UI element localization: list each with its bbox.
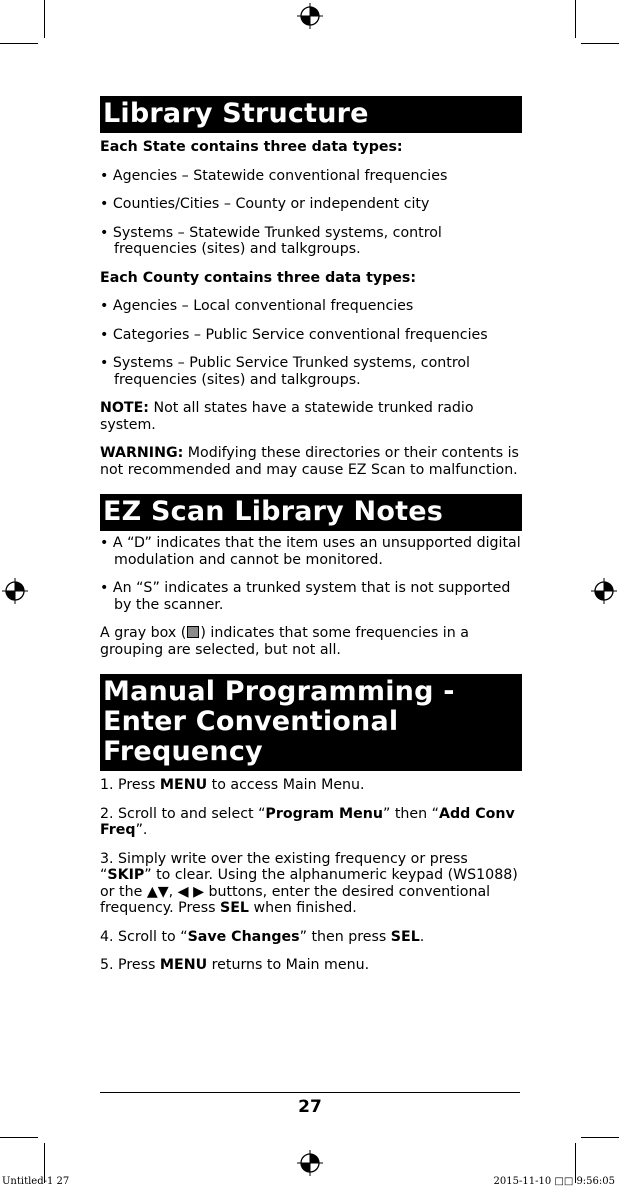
- key-menu: MENU: [159, 777, 208, 793]
- graybox-text-before: A gray box (: [100, 625, 187, 641]
- menu-item-add-conv-freq: Add Conv Freq: [100, 805, 515, 838]
- step-text: ” then “: [382, 805, 439, 822]
- note-label: NOTE:: [100, 400, 149, 416]
- step-5: [100, 957, 522, 974]
- warning-paragraph: [100, 445, 522, 478]
- list-item: • Systems – Public Service Trunked systems, control frequencies (sites) and talkgroups.: [100, 355, 470, 388]
- list-item: • An “S” indicates a trunked system that is not supported by the scanner.: [100, 580, 511, 613]
- step-text: .: [419, 928, 425, 945]
- key-skip: SKIP: [107, 867, 145, 883]
- step-text: 5. Press: [100, 957, 160, 973]
- step-text: 3. Simply write over the existing frequency or press “: [100, 850, 468, 883]
- warning-text: Modifying these directories or their contents is not recommended and may cause EZ Scan to malfunction.: [100, 445, 519, 478]
- section-title-library-structure: Library Structure: [100, 96, 522, 133]
- step-text: to access Main Menu.: [207, 777, 365, 793]
- step-text: 1. Press: [100, 777, 160, 793]
- step-text: ” to clear. Using the alphanumeric keypad (WS1088) or the ▲▼, ◀ ▶ buttons, enter the desired conventional frequency. Press: [100, 867, 518, 916]
- crop-mark: [0, 1137, 38, 1138]
- list-item: • A “D” indicates that the item uses an unsupported digital modulation and cannot be monitored.: [100, 535, 521, 568]
- section-title-manual-programming: Manual Programming - Enter Conventional Frequency: [100, 674, 522, 771]
- step-text: ” then press: [299, 928, 391, 945]
- crop-mark: [0, 43, 38, 44]
- registration-mark-icon: [591, 578, 617, 604]
- crop-mark: [575, 0, 576, 38]
- step-text: 4. Scroll to “: [100, 928, 188, 945]
- list-item: • Counties/Cities – County or independent city: [100, 196, 430, 212]
- graybox-text-after: ) indicates that some frequencies in a grouping are selected, but not all.: [100, 625, 469, 658]
- crop-mark: [581, 1137, 619, 1138]
- key-sel: SEL: [390, 928, 420, 945]
- note-paragraph: [100, 400, 522, 433]
- state-heading: Each State contains three data types:: [100, 139, 403, 155]
- step-2: [100, 806, 522, 839]
- footer-rule: [100, 1092, 520, 1093]
- list-item: • Systems – Statewide Trunked systems, control frequencies (sites) and talkgroups.: [100, 224, 442, 257]
- registration-mark-icon: [297, 1150, 323, 1176]
- step-1: [100, 777, 522, 794]
- registration-mark-icon: [2, 578, 28, 604]
- step-text: ”.: [135, 822, 148, 838]
- page-number: 27: [298, 1097, 322, 1117]
- county-heading: Each County contains three data types:: [100, 269, 417, 286]
- crop-mark: [581, 43, 619, 44]
- step-3: [100, 851, 522, 917]
- warning-label: WARNING:: [100, 445, 184, 461]
- list-item: • Categories – Public Service conventional frequencies: [100, 326, 488, 343]
- crop-mark: [44, 0, 45, 38]
- note-text: Not all states have a statewide trunked radio system.: [100, 400, 474, 433]
- menu-item-save-changes: Save Changes: [187, 928, 300, 945]
- list-item: • Agencies – Local conventional frequencies: [100, 298, 414, 314]
- slug-left: Untitled-1 27: [2, 1176, 70, 1187]
- step-text: 2. Scroll to and select “: [100, 805, 266, 822]
- menu-item-program-menu: Program Menu: [265, 805, 383, 822]
- graybox-paragraph: [100, 625, 522, 658]
- section-title-library-notes: EZ Scan Library Notes: [100, 494, 522, 531]
- step-4: [100, 929, 522, 946]
- key-sel: SEL: [220, 900, 249, 916]
- step-text: returns to Main menu.: [207, 957, 370, 973]
- gray-box-icon: [187, 626, 199, 638]
- page-content: [100, 96, 522, 974]
- step-text: when finished.: [248, 900, 357, 916]
- slug-right: 2015-11-10 □□ 9:56:05: [493, 1176, 615, 1187]
- registration-mark-icon: [297, 3, 323, 29]
- list-item: • Agencies – Statewide conventional frequencies: [100, 167, 448, 184]
- key-menu: MENU: [159, 957, 208, 973]
